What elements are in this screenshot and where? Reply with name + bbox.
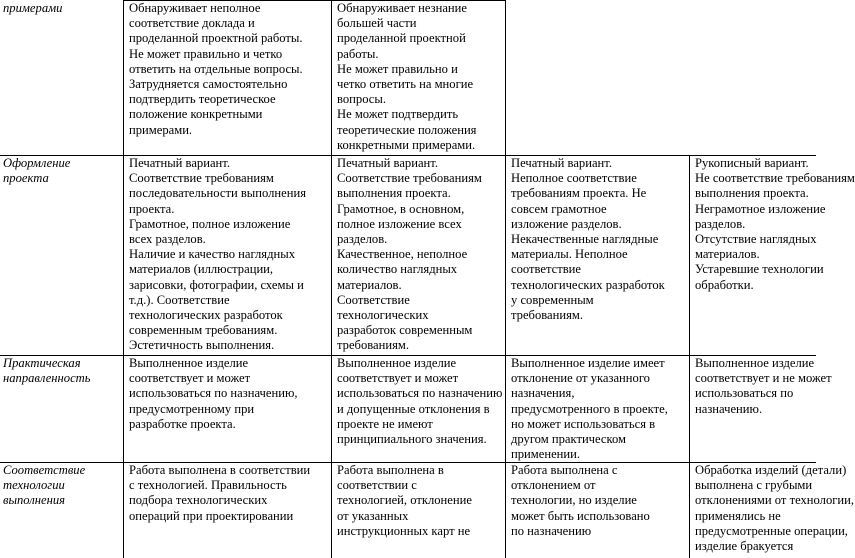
table-cell <box>129 463 330 557</box>
cell-line: отклонение от указанного <box>511 371 650 386</box>
cell-line: направленность <box>3 371 91 386</box>
table-cell <box>129 1 330 154</box>
cell-line: Неполное соответствие <box>511 171 637 186</box>
cell-line: проделанной проектной работы. <box>129 31 303 46</box>
cell-line: Работа выполнена в <box>337 463 444 477</box>
cell-line: технологических разработок <box>129 308 283 323</box>
cell-line: Выполненное изделие <box>695 356 815 370</box>
cell-line: но может использоваться в <box>511 416 656 431</box>
cell-line: может быть использовано <box>511 508 650 523</box>
cell-line: требованиям. <box>511 308 584 323</box>
cell-line: Эстетичность выполнения. <box>129 338 275 353</box>
cell-line: разделов. <box>337 232 388 247</box>
cell-line: Некачественные наглядные <box>511 232 659 247</box>
cell-line: современным требованиям. <box>129 323 278 338</box>
cell-line: Не может правильно и четко <box>129 46 283 61</box>
cell-line: Отсутствие наглядных <box>695 232 817 247</box>
cell-line: с технологией. Правильность <box>129 478 287 493</box>
cell-line: использоваться по назначению <box>337 386 503 401</box>
cell-line: инструкционных карт не <box>337 523 471 538</box>
cell-line: Обнаруживает незнание <box>337 1 468 15</box>
table-cell <box>695 1 815 154</box>
cell-line: Соответствие <box>3 463 86 477</box>
cell-line: выполнения <box>3 493 66 508</box>
cell-line: по назначению <box>511 523 592 538</box>
cell-line: принципиального значения. <box>337 432 487 447</box>
cell-line: использоваться по <box>695 386 794 401</box>
cell-line: подтвердить теоретическое <box>129 92 276 107</box>
cell-line: материалы. Неполное <box>511 247 628 262</box>
cell-line: предусмотренному при <box>129 401 255 416</box>
table-cell <box>695 356 832 461</box>
cell-line: четко ответить на многие <box>337 77 474 92</box>
cell-line: Соответствие требованиям <box>129 171 274 186</box>
table-cell <box>511 463 688 557</box>
criterion-cell <box>3 356 122 461</box>
cell-line: применялись не <box>695 508 781 523</box>
cell-line: предусмотренные операции, <box>695 523 848 538</box>
cell-line: отклонением от <box>511 478 596 493</box>
cell-line: технологии <box>3 478 65 493</box>
cell-line: материалов (иллюстрации, <box>129 262 274 277</box>
cell-line: Наличие и качество наглядных <box>129 247 296 262</box>
cell-line: Обнаруживает неполное <box>129 1 261 15</box>
cell-line: соответствие <box>511 262 582 277</box>
cell-line: отклонениями от технологии, <box>695 493 855 508</box>
table-cell <box>695 463 855 557</box>
cell-line: технологических разработок <box>511 277 665 292</box>
cell-line: Обработка изделий (детали) <box>695 463 847 477</box>
cell-line: Не может подтвердить <box>337 107 459 122</box>
cell-line: подбора технологических <box>129 493 268 508</box>
cell-line: соответствии с <box>337 478 417 493</box>
cell-line: Выполненное изделие имеет <box>511 356 665 370</box>
cell-line: проекте не имеют <box>337 416 433 431</box>
table-cell <box>511 1 688 154</box>
cell-line: у современным <box>511 292 594 307</box>
cell-line: Рукописный вариант. <box>695 156 809 170</box>
cell-line: проекта <box>3 171 49 186</box>
cell-line: Грамотное, в основном, <box>337 201 465 216</box>
cell-line: предусмотренного в проекте, <box>511 401 668 416</box>
cell-line: Неграмотное изложение <box>695 201 826 216</box>
cell-line: от указанных <box>337 508 409 523</box>
column-divider <box>123 0 124 558</box>
cell-line: соответствует и не может <box>695 371 832 386</box>
cell-line: ответить на отдельные вопросы. <box>129 61 303 76</box>
cell-line: зарисовки, фотографии, схемы и <box>129 277 304 292</box>
cell-line: Выполненное изделие <box>129 356 249 370</box>
cell-line: разработке проекта. <box>129 416 236 431</box>
cell-line: большей части <box>337 16 417 31</box>
criterion-cell <box>3 463 122 557</box>
cell-line: примерами. <box>129 122 193 137</box>
cell-line: работы. <box>337 46 379 61</box>
cell-line: операций при проектировании <box>129 508 294 523</box>
cell-line: последовательности выполнения <box>129 186 307 201</box>
cell-line: Устаревшие технологии <box>695 262 824 277</box>
cell-line: технологических <box>337 308 429 323</box>
cell-line: совсем грамотное <box>511 201 607 216</box>
cell-line: Затрудняется самостоятельно <box>129 77 288 92</box>
table-cell <box>511 156 688 354</box>
cell-line: положение конкретными <box>129 107 263 122</box>
cell-line: выполнения проекта. <box>337 186 451 201</box>
cell-line: Работа выполнена с <box>511 463 618 477</box>
cell-line: соответствует и может <box>129 371 251 386</box>
cell-line: требованиям проекта. Не <box>511 186 647 201</box>
table-cell <box>337 463 504 557</box>
cell-line: Печатный вариант. <box>129 156 231 170</box>
cell-line: Не соответствие требованиям <box>695 171 855 186</box>
cell-line: материалов. <box>337 277 402 292</box>
cell-line: Качественное, неполное <box>337 247 468 262</box>
cell-line: требованиям. <box>337 338 410 353</box>
cell-line: Соответствие требованиям <box>337 171 482 186</box>
table-cell <box>337 156 504 354</box>
cell-line: обработки. <box>695 277 754 292</box>
cell-line: Оформление <box>3 156 71 170</box>
cell-line: количество наглядных <box>337 262 458 277</box>
cell-line: проделанной проектной <box>337 31 466 46</box>
cell-line: Грамотное, полное изложение <box>129 216 291 231</box>
cell-line: Печатный вариант. <box>511 156 613 170</box>
cell-line: Не может правильно и <box>337 61 458 76</box>
cell-line: изделие бракуется <box>695 539 794 554</box>
cell-line: выполнена с грубыми <box>695 478 813 493</box>
cell-line: всех разделов. <box>129 232 206 247</box>
cell-line: соответствие доклада и <box>129 16 255 31</box>
cell-line: Выполненное изделие <box>337 356 457 370</box>
cell-line: Практическая <box>3 356 81 370</box>
criterion-cell <box>3 156 122 354</box>
cell-line: изложение разделов. <box>511 216 622 231</box>
cell-line: разработок современным <box>337 323 473 338</box>
cell-line: т.д.). Соответствие <box>129 292 230 307</box>
cell-line: назначению. <box>695 401 763 416</box>
cell-line: Печатный вариант. <box>337 156 439 170</box>
cell-line: примерами <box>3 1 63 15</box>
table-cell <box>129 356 330 461</box>
cell-line: материалов. <box>695 247 760 262</box>
column-divider <box>331 0 332 558</box>
cell-line: конкретными примерами. <box>337 137 476 152</box>
cell-line: полное изложение всех <box>337 216 462 231</box>
table-cell <box>337 1 504 154</box>
cell-line: технологией, отклонение <box>337 493 472 508</box>
cell-line: другом практическом <box>511 432 627 447</box>
cell-line: теоретические положения <box>337 122 477 137</box>
cell-line: и допущенные отклонения в <box>337 401 490 416</box>
cell-line: применении. <box>511 447 581 462</box>
table-cell <box>337 356 504 461</box>
cell-line: использоваться по назначению, <box>129 386 298 401</box>
criterion-cell <box>3 1 122 154</box>
column-divider <box>689 155 690 558</box>
cell-line: технологии, но изделие <box>511 493 637 508</box>
table-cell <box>695 156 855 354</box>
cell-line: соответствует и может <box>337 371 459 386</box>
cell-line: проекта. <box>129 201 175 216</box>
cell-line: Соответствие <box>337 292 410 307</box>
table-cell <box>511 356 688 461</box>
column-divider <box>505 0 506 558</box>
cell-line: разделов. <box>695 216 746 231</box>
cell-line: вопросы. <box>337 92 387 107</box>
table-cell <box>129 156 330 354</box>
cell-line: назначения, <box>511 386 575 401</box>
cell-line: выполнения проекта. <box>695 186 809 201</box>
cell-line: Работа выполнена в соответствии <box>129 463 311 477</box>
